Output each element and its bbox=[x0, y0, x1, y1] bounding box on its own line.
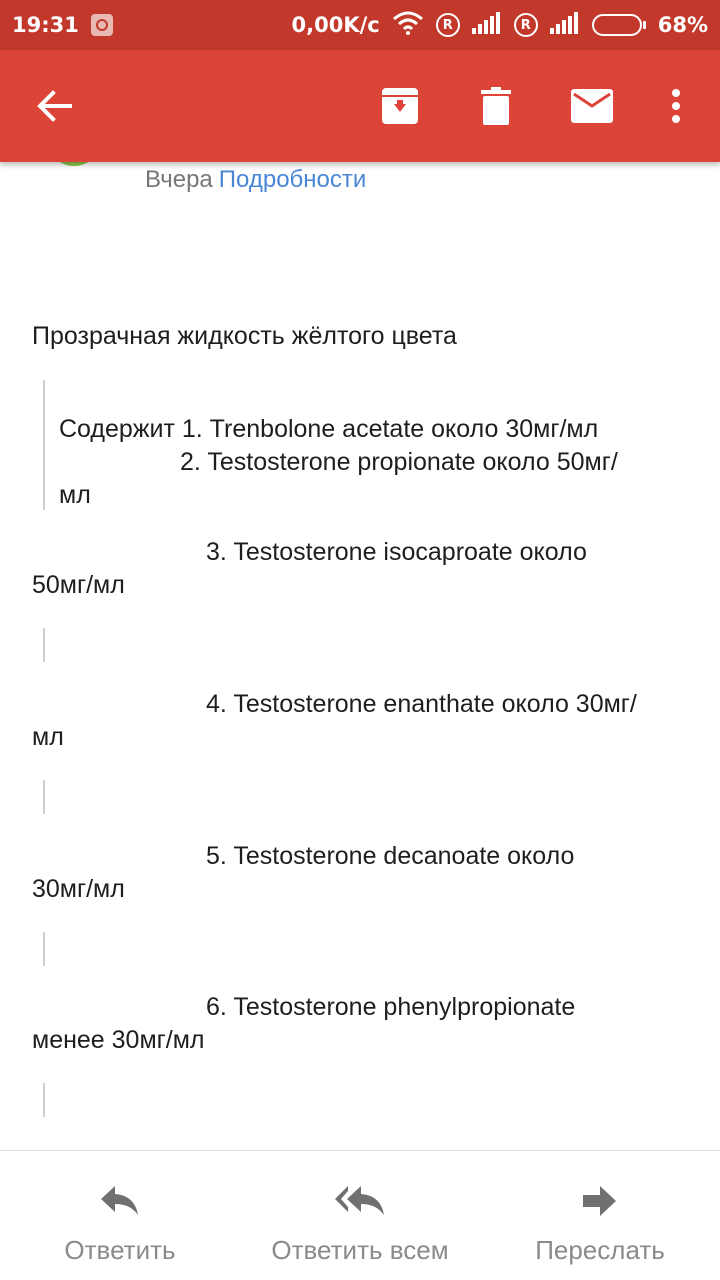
archive-icon bbox=[381, 87, 419, 125]
delete-button[interactable] bbox=[466, 76, 526, 136]
archive-button[interactable] bbox=[370, 76, 430, 136]
more-vert-icon bbox=[671, 88, 681, 124]
message-meta bbox=[145, 166, 366, 194]
body-line: 6. Testosterone phenylpropionate bbox=[206, 993, 576, 1021]
forward-label: Переслать bbox=[535, 1235, 665, 1265]
message-content bbox=[0, 162, 720, 1150]
reply-icon bbox=[101, 1181, 139, 1221]
signal-icon-1 bbox=[472, 12, 502, 39]
status-right-group bbox=[292, 11, 708, 40]
quote-bar bbox=[43, 1083, 45, 1117]
reply-all-button[interactable] bbox=[250, 1151, 470, 1280]
back-button[interactable] bbox=[24, 76, 84, 136]
roaming-badge-2: R bbox=[514, 13, 538, 37]
mark-unread-button[interactable] bbox=[562, 76, 622, 136]
reply-label: Ответить bbox=[64, 1235, 176, 1265]
app-bar bbox=[0, 50, 720, 162]
reply-all-icon bbox=[335, 1181, 385, 1221]
battery-percent: 68% bbox=[657, 13, 708, 37]
body-line: 3. Testosterone isocaproate около bbox=[206, 538, 587, 566]
body-line: мл bbox=[32, 723, 64, 751]
quote-bar bbox=[43, 780, 45, 814]
notification-icon bbox=[91, 14, 113, 36]
avatar bbox=[52, 162, 96, 166]
body-line: 4. Testosterone enanthate около 30мг/ bbox=[206, 690, 637, 718]
quote-bar bbox=[43, 932, 45, 966]
quote-bar bbox=[43, 380, 45, 510]
bottom-action-bar bbox=[0, 1150, 720, 1280]
body-line: 5. Testosterone decanoate около bbox=[206, 842, 575, 870]
body-line: Содержит 1. Trenbolone acetate около 30мг/мл bbox=[59, 415, 599, 443]
roaming-badge-1: R bbox=[436, 13, 460, 37]
wifi-icon bbox=[392, 11, 424, 40]
body-line: мл bbox=[59, 481, 91, 509]
forward-icon bbox=[583, 1181, 617, 1221]
quote-bar bbox=[43, 628, 45, 662]
reply-button[interactable] bbox=[40, 1151, 200, 1280]
body-line: 50мг/мл bbox=[32, 571, 125, 599]
body-line: 30мг/мл bbox=[32, 875, 125, 903]
mail-icon bbox=[571, 89, 613, 123]
network-speed: 0,00K/c bbox=[291, 13, 380, 37]
delete-icon bbox=[481, 87, 511, 125]
reply-all-label: Ответить всем bbox=[271, 1235, 449, 1265]
signal-icon-2 bbox=[550, 12, 580, 39]
body-line: 2. Testosterone propionate около 50мг/ bbox=[180, 448, 618, 476]
body-line: менее 30мг/мл bbox=[32, 1026, 205, 1054]
forward-button[interactable] bbox=[515, 1151, 685, 1280]
more-options-button[interactable] bbox=[646, 76, 706, 136]
battery-icon bbox=[592, 14, 646, 36]
status-bar bbox=[0, 0, 720, 50]
details-link[interactable]: Подробности bbox=[218, 166, 367, 193]
message-date: Вчера bbox=[145, 166, 213, 193]
back-arrow-icon bbox=[36, 90, 72, 122]
status-time: 19:31 bbox=[12, 13, 79, 37]
body-line: Прозрачная жидкость жёлтого цвета bbox=[32, 322, 457, 350]
